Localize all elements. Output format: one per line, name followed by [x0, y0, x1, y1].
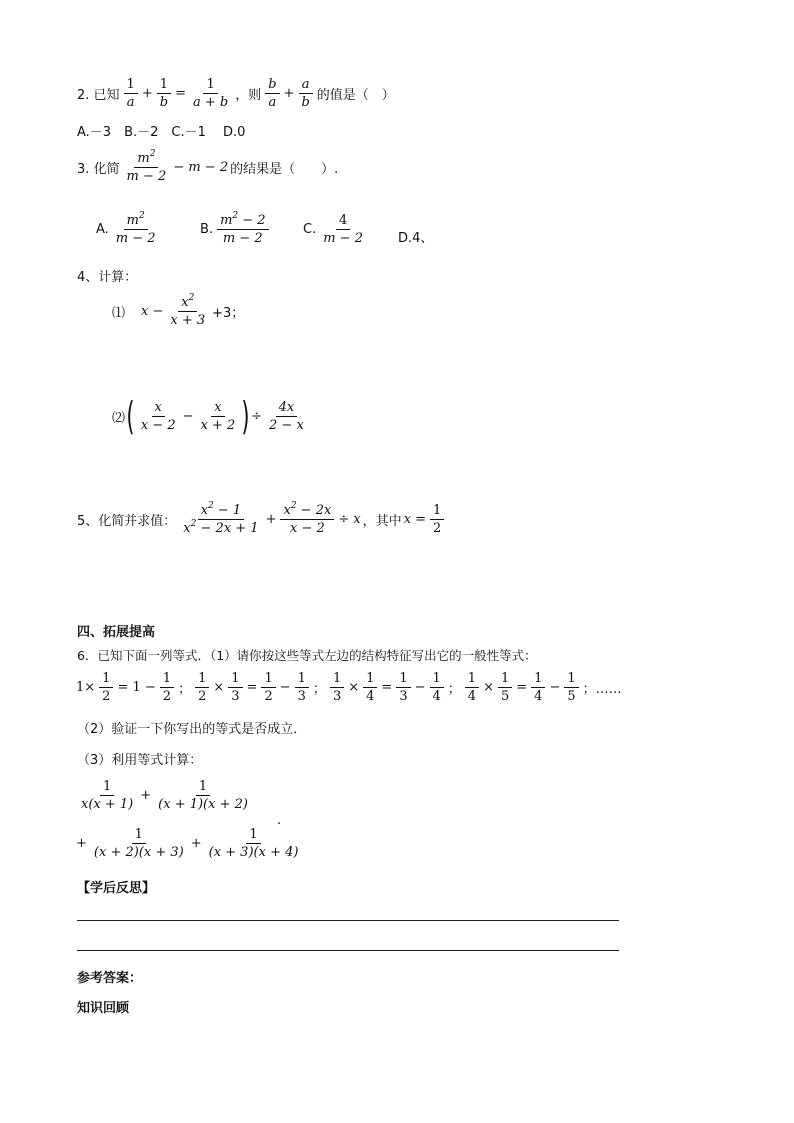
frac-m2-over-m-2: $\frac{m^2}{m - 2}$	[126, 149, 167, 184]
q4-part-1: ⑴ x − $\frac{x^2}{x + 3}$ +3；	[112, 293, 245, 328]
frac-1-over-a-plus-b: $\frac{1}{a + b}$	[192, 77, 229, 110]
q4-part-2: ⑵ ( $\frac{x}{x - 2}$ − $\frac{x}{x + 2}$ ) ÷ $\frac{4x}{2 - x}$	[112, 394, 304, 438]
q6-intro: 6．已知下面一列等式．（1）请你按这些等式左边的结构特征写出它的一般性等式：	[77, 648, 537, 663]
answers-title: 参考答案：	[77, 971, 143, 986]
question-2: 2. 已知 $\frac{1}{a}$ + $\frac{1}{b}$ = $\frac{1}{a + b}$ ，则 $\frac{b}{a}$ + $\frac{a}{b}$ 的值是（ ）	[77, 77, 395, 110]
q3-option-c: C. $\frac{4}{m - 2}$	[303, 213, 363, 246]
q3-suffix: 的结果是（ ）.	[230, 162, 339, 177]
q6-sum-period: .	[277, 813, 282, 828]
reflection-line-1	[77, 920, 619, 921]
reflection-title: 【学后反思】	[77, 881, 156, 896]
frac-1-over-b: $\frac{1}{b}$	[157, 78, 171, 109]
q6-sum-line-2: + $\frac{1}{(x + 2)(x + 3)}$ + $\frac{1}{(x + 3)(x + 4)}$	[76, 827, 299, 860]
question-5: 5、化简并求值： $\frac{x^2 - 1}{x^2 - 2x + 1}$ + $\frac{x^2 - 2x}{x - 2}$ ÷ x ，其中 x = $\frac{1}{2}$	[77, 504, 446, 535]
q3-prefix: 3. 化简	[77, 162, 120, 177]
frac-b-over-a: $\frac{b}{a}$	[265, 78, 279, 109]
q6-part-3: （3）利用等式计算：	[77, 753, 203, 768]
q6-equations: 1× $\frac{1}{2}$ = 1 − $\frac{1}{2}$ ； $\frac{1}{2}$ × $\frac{1}{3}$ = $\frac{1}{2}$ − $\frac{1}{3}$ ； $\frac{1}{3}$ × $\frac{1}{4}$ = $\frac{1}{3}$ − $\frac{1}{4}$ ； $\frac{1}{4}$ × $\frac{1}{5}$ = $\frac{1}{4}$ − $\frac{1}{5}$ ；……	[76, 671, 622, 704]
section-title: 四、拓展提高	[77, 625, 156, 640]
q3-option-b: B. $\frac{m^2 - 2}{m - 2}$	[200, 214, 271, 245]
q6-part-2: （2）验证一下你写出的等式是否成立．	[77, 722, 307, 737]
frac-1-over-a: $\frac{1}{a}$	[124, 78, 138, 109]
question-3: 3. 化简 $\frac{m^2}{m - 2}$ − m − 2 的结果是（ ）.	[77, 149, 339, 184]
q3-option-a: A. $\frac{m^2}{m - 2}$	[96, 211, 156, 246]
q3-option-d: D.4、	[398, 231, 434, 246]
q2-suffix: 的值是（ ）	[316, 88, 395, 103]
q6-sum-line-1: $\frac{1}{x(x + 1)}$ + $\frac{1}{(x + 1)(x + 2)}$	[81, 779, 248, 812]
frac-a-over-b: $\frac{a}{b}$	[298, 78, 312, 109]
q2-middle: ，则	[235, 88, 262, 103]
q2-choices: A.－3 B.－2 C.－1 D.0	[77, 125, 246, 140]
answers-subtitle: 知识回顾	[77, 1001, 130, 1016]
q5-prefix: 5、化简并求值：	[77, 514, 177, 529]
reflection-line-2	[77, 950, 619, 951]
q4-title: 4、计算：	[77, 270, 138, 285]
q2-prefix: 2. 已知	[77, 88, 120, 103]
